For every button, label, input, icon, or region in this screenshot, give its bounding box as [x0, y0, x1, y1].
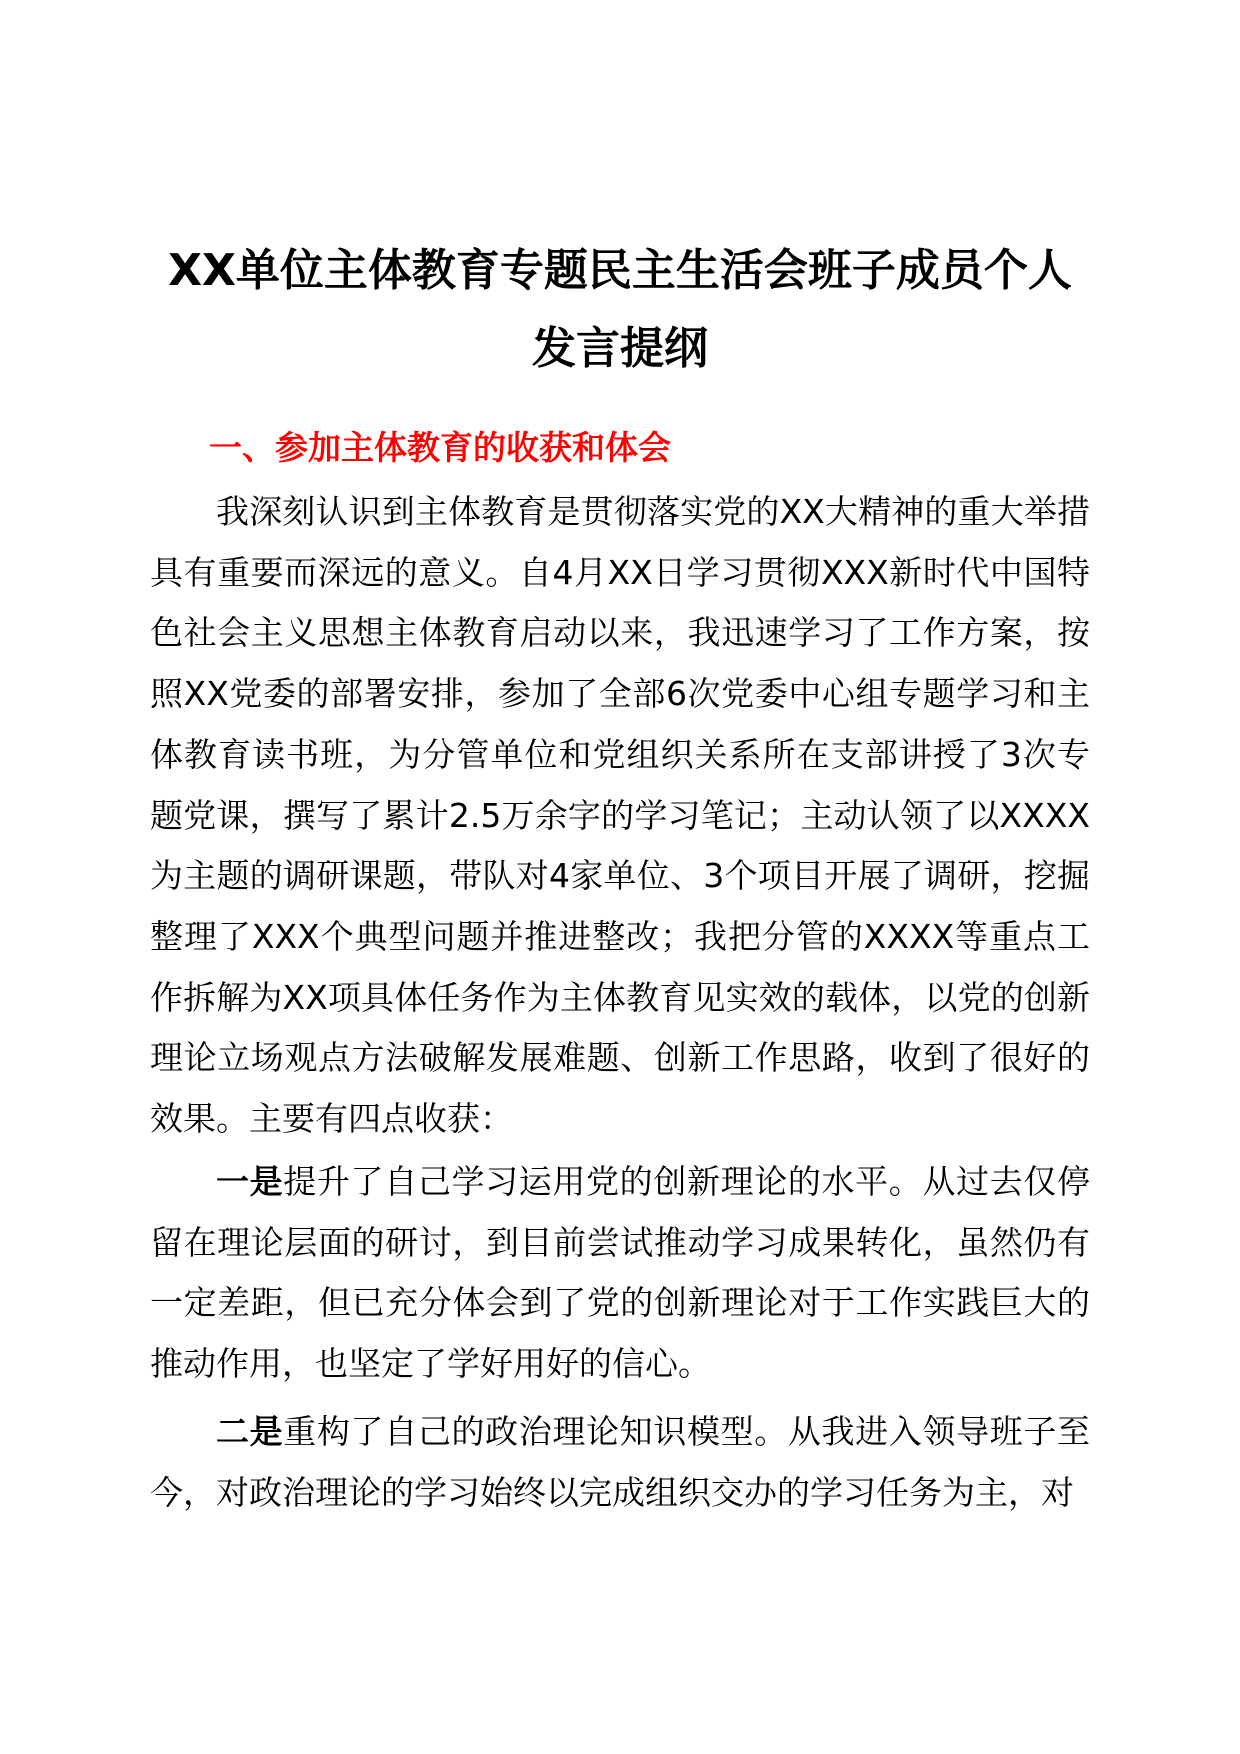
paragraph-lead-label: 一是	[216, 1162, 284, 1201]
paragraph-body: 提升了自己学习运用党的创新理论的水平。从过去仅停留在理论层面的研讨，到目前尝试推动学习成果转化，虽然仍有一定差距，但已充分体会到了党的创新理论对于工作实践巨大的推动作用，也坚定了学好用好的信心。	[150, 1162, 1091, 1384]
document-title: XX单位主体教育专题民主生活会班子成员个人发言提纲	[168, 245, 1072, 374]
section-heading: 一、参加主体教育的收获和体会	[209, 428, 671, 467]
paragraph-gain-one	[150, 1152, 1090, 1395]
paragraph-gain-two	[150, 1402, 1090, 1523]
paragraph-body: 重构了自己的政治理论知识模型。从我进入领导班子至今，对政治理论的学习始终以完成组织交办的学习任务为主，对	[150, 1412, 1091, 1512]
paragraph-overview: 我深刻认识到主体教育是贯彻落实党的XX大精神的重大举措具有重要而深远的意义。自4月XX日学习贯彻XXX新时代中国特色社会主义思想主体教育启动以来，我迅速学习了工作方案，按照XX党委的部署安排，参加了全部6次党委中心组专题学习和主体教育读书班，为分管单位和党组织关系所在支部讲授了3次专题党课，撰写了累计2.5万余字的学习笔记；主动认领了以XXXX为主题的调研课题，带队对4家单位、3个项目开展了调研，挖掘整理了XXX个典型问题并推进整改；我把分管的XXXX等重点工作拆解为XX项具体任务作为主体教育见实效的载体，以党的创新理论立场观点方法破解发展难题、创新工作思路，收到了很好的效果。主要有四点收获：	[150, 492, 1090, 1139]
paragraph-lead-label: 二是	[216, 1412, 284, 1451]
